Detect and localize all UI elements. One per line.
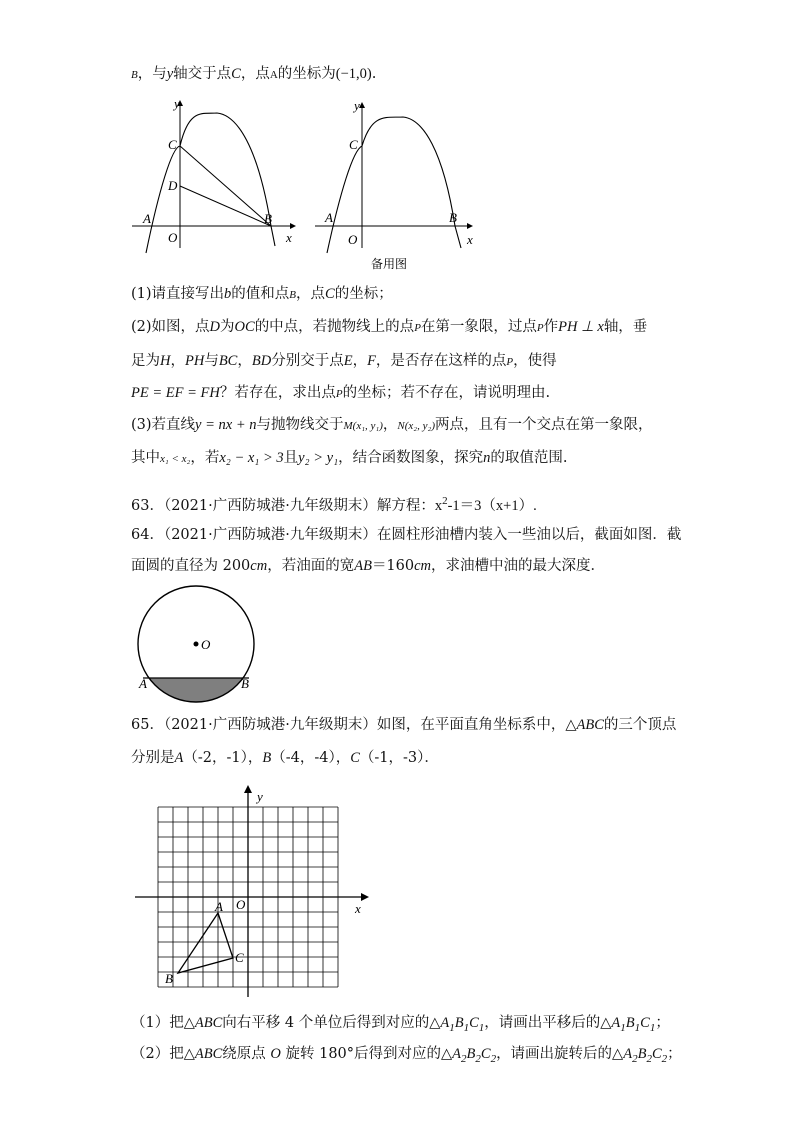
question-1: (1)请直接写出b的值和点B，点C的坐标； xyxy=(131,286,393,302)
problem-63: 63．（2021·广西防城港·九年级期末）解方程：$x^2-1=3(x+1)$. xyxy=(131,495,537,514)
problem-65-line-2: 分别是A（-2，-1），B（-4，-4），C（-1，-3）． xyxy=(131,750,439,766)
label-y: y xyxy=(257,789,263,804)
question-2-line-3: PE = EF = FH？若存在，求出点P的坐标；若不存在，请说明理由. xyxy=(131,385,551,401)
label-y: y xyxy=(174,96,180,111)
label-x: x xyxy=(467,232,473,247)
figure-parabola-spare xyxy=(315,98,485,273)
label-d: D xyxy=(168,178,178,193)
label-c: C xyxy=(168,137,177,152)
y-axis-arrow xyxy=(244,785,252,793)
point-b: B xyxy=(131,69,138,81)
label-x: x xyxy=(355,901,361,916)
label-y: y xyxy=(354,98,360,113)
figure-coordinate-grid xyxy=(135,785,375,1000)
question-2-line-2: 足为H，PH与BC，BD分别交于点E，F，是否存在这样的点P，使得 xyxy=(131,353,557,369)
label-a: A xyxy=(139,676,147,691)
subquestion-1: （1）把△ABC向右平移 4 个单位后得到对应的$\triangle A_1B_1C_1$，请画出平移后的$\triangle A_1B_1C_1$； xyxy=(131,1015,670,1034)
label-x: x xyxy=(286,230,292,245)
figure-caption: 备用图 xyxy=(371,257,408,271)
label-a: A xyxy=(215,899,223,914)
question-3-line-2: 其中x₁ < x₂，若x₂ − x₁ > 3且y₂ > y₁，结合函数图象，探究n的取值范围. xyxy=(131,450,568,466)
label-b: B xyxy=(165,971,173,986)
figure-parabola-main xyxy=(132,98,302,258)
label-o: O xyxy=(201,637,211,652)
label-b: B xyxy=(449,210,457,225)
figure-oil-tank xyxy=(135,592,275,707)
label-o: O xyxy=(168,230,178,245)
center-dot xyxy=(194,642,199,647)
problem-65-line-1: 65．（2021·广西防城港·九年级期末）如图，在平面直角坐标系中，△ABC的三个顶点 xyxy=(131,717,677,733)
subquestion-2: （2）把△ABC绕原点 O 旋转 180°后得到对应的$\triangle A_2B_2C_2$，请画出旋转后的$\triangle A_2B_2C_2$； xyxy=(131,1046,682,1065)
problem-64-line-1: 64．（2021·广西防城港·九年级期末）在圆柱形油槽内装入一些油以后，截面如图．截 xyxy=(131,527,682,543)
label-c: C xyxy=(235,950,244,965)
problem-64-line-2: 面圆的直径为 200cm，若油面的宽AB＝160cm，求油槽中油的最大深度． xyxy=(131,558,606,574)
label-b: B xyxy=(264,211,272,226)
question-3-line-1: (3)若直线y = nx + n与抛物线交于M(x₁, y₁)，N(x₂, y₂)两点，且有一个交点在第一象限， xyxy=(131,417,653,433)
label-o: O xyxy=(236,897,246,912)
triangle-abc xyxy=(178,913,233,973)
question-2-line-1: (2)如图，点D为OC的中点，若抛物线上的点P在第一象限，过点P作PH ⊥ x轴，垂 xyxy=(131,319,648,335)
x-axis-arrow xyxy=(290,223,296,229)
label-o: O xyxy=(348,232,358,247)
segment-db xyxy=(180,186,271,226)
label-b: B xyxy=(241,676,249,691)
intro-line: B，与y轴交于点C，点A的坐标为(−1,0). xyxy=(131,66,377,82)
x-axis-arrow xyxy=(467,223,473,229)
y-axis-arrow xyxy=(359,102,365,108)
segment-cb xyxy=(180,146,271,226)
parabola-curve xyxy=(146,113,275,253)
x-axis-arrow xyxy=(361,893,369,901)
label-c: C xyxy=(349,137,358,152)
label-a: A xyxy=(143,211,151,226)
label-a: A xyxy=(325,210,333,225)
